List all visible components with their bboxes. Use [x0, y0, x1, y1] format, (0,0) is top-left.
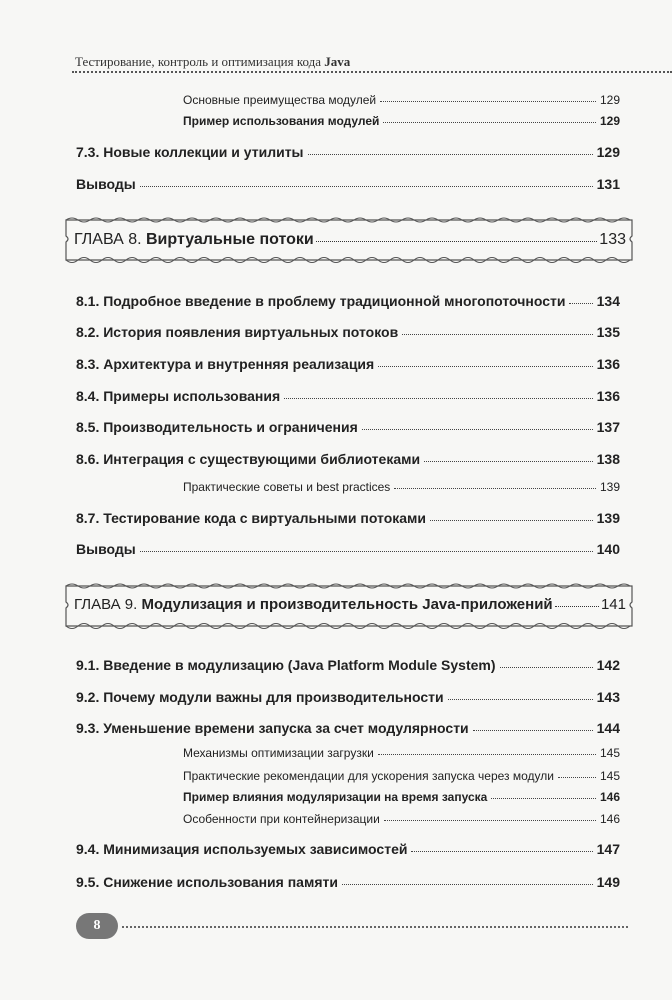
toc-entry-label: Пример влияния модуляризации на время запуска [183, 790, 488, 804]
toc-entry-label: 9.4. Минимизация используемых зависимостей [76, 841, 408, 857]
toc-entry-page: 145 [599, 769, 620, 783]
toc-entry-label: 8.2. История появления виртуальных потоков [76, 324, 399, 340]
toc-entry[interactable] [183, 768, 620, 783]
toc-entry-page: 140 [596, 541, 620, 557]
toc-entry-label: 9.5. Снижение использования памяти [76, 874, 338, 890]
header-dotted-rule [72, 71, 672, 73]
toc-entry-label: 7.3. Новые коллекции и утилиты [76, 144, 304, 160]
dot-leader [569, 292, 592, 306]
dot-leader [555, 594, 599, 609]
toc-entry[interactable] [183, 113, 620, 128]
toc-entry-label: 9.1. Введение в модулизацию (Java Platform Module System) [76, 657, 496, 673]
dot-leader [500, 656, 593, 670]
dot-leader [378, 745, 596, 757]
toc-entry-page: 144 [596, 720, 620, 736]
dot-leader [402, 323, 592, 337]
dot-leader [140, 540, 593, 554]
toc-entry-label: Особенности при контейнеризации [183, 812, 380, 826]
toc-entry[interactable] [76, 450, 620, 467]
toc-entry-page: 139 [599, 480, 620, 494]
toc-entry[interactable] [183, 92, 620, 107]
toc-entry[interactable] [76, 143, 620, 160]
toc-entry[interactable] [76, 355, 620, 372]
dot-leader [473, 719, 593, 733]
toc-entry-label: 9.3. Уменьшение времени запуска за счет модулярности [76, 720, 469, 736]
toc-entry[interactable] [76, 656, 620, 673]
dot-leader [384, 811, 596, 823]
toc-entry-label: 8.6. Интеграция с существующими библиотеками [76, 451, 421, 467]
dot-leader [378, 355, 592, 369]
toc-entry-page: 149 [596, 874, 620, 890]
toc-entry-label: Основные преимущества модулей [183, 93, 377, 107]
toc-entry[interactable] [76, 540, 620, 557]
toc-entry-label: 9.2. Почему модули важны для производительности [76, 689, 444, 705]
toc-entry-page: 142 [596, 657, 620, 673]
dot-leader [308, 143, 593, 157]
dot-leader [342, 873, 593, 887]
toc-entry[interactable] [76, 719, 620, 736]
toc-entry-page: 138 [596, 451, 620, 467]
dot-leader [380, 92, 596, 104]
chapter-prefix: ГЛАВА 8. [74, 231, 142, 248]
dot-leader [430, 509, 593, 523]
toc-entry-page: 137 [596, 419, 620, 435]
toc-entry-page: 143 [596, 689, 620, 705]
dot-leader [140, 175, 593, 189]
running-head: Тестирование, контроль и оптимизация кода Java [75, 54, 351, 69]
toc-entry[interactable] [76, 323, 620, 340]
toc-entry-page: 129 [596, 144, 620, 160]
dot-leader [491, 789, 596, 801]
toc-entry[interactable] [76, 873, 620, 890]
toc-entry[interactable] [76, 509, 620, 526]
toc-entry[interactable] [76, 840, 620, 857]
toc-entry[interactable] [183, 745, 620, 760]
toc-entry[interactable] [183, 789, 620, 804]
toc-entry-page: 129 [599, 93, 620, 107]
dot-leader [362, 418, 593, 432]
toc-entry[interactable] [76, 175, 620, 192]
dot-leader [411, 840, 592, 854]
toc-entry-label: Выводы [76, 176, 136, 192]
toc-entry-label: Практические советы и best practices [183, 480, 391, 494]
toc-entry-label: 8.3. Архитектура и внутренняя реализация [76, 356, 375, 372]
toc-entry-page: 136 [596, 388, 620, 404]
dot-leader [394, 479, 596, 491]
toc-entry-label: Пример использования модулей [183, 114, 380, 128]
toc-entry-label: 8.5. Производительность и ограничения [76, 419, 358, 435]
toc-entry-page: 147 [596, 841, 620, 857]
toc-entry-page: 136 [596, 356, 620, 372]
toc-entry[interactable] [76, 418, 620, 435]
toc-entry-label: 8.7. Тестирование кода с виртуальными потоками [76, 510, 426, 526]
chapter-title: Модулизация и производительность Java-приложений [141, 596, 553, 613]
toc-entry-page: 139 [596, 510, 620, 526]
dot-leader [558, 768, 596, 780]
toc-entry[interactable] [76, 292, 620, 309]
chapter-page: 133 [599, 231, 626, 248]
dot-leader [448, 688, 593, 702]
chapter-heading-box[interactable] [62, 216, 636, 262]
chapter-title: Виртуальные потоки [146, 231, 314, 248]
toc-entry-page: 129 [599, 114, 620, 128]
toc-entry-page: 145 [599, 746, 620, 760]
toc-entry-page: 134 [596, 293, 620, 309]
toc-entry-label: Выводы [76, 541, 136, 557]
dot-leader [383, 113, 596, 125]
dot-leader [316, 228, 598, 244]
toc-entry-page: 146 [599, 812, 620, 826]
toc-entry[interactable] [183, 479, 620, 494]
toc-entry[interactable] [76, 688, 620, 705]
chapter-heading-box[interactable] [62, 582, 636, 628]
toc-entry-page: 135 [596, 324, 620, 340]
toc-entry-label: 8.4. Примеры использования [76, 388, 281, 404]
chapter-prefix: ГЛАВА 9. [74, 596, 138, 613]
toc-entry-label: Механизмы оптимизации загрузки [183, 746, 374, 760]
footer-dotted-rule [122, 926, 628, 928]
toc-entry-page: 146 [599, 790, 620, 804]
dot-leader [284, 387, 592, 401]
toc-entry-label: Практические рекомендации для ускорения запуска через модули [183, 769, 554, 783]
chapter-page: 141 [600, 596, 626, 613]
toc-entry-page: 131 [596, 176, 620, 192]
toc-entry-label: 8.1. Подробное введение в проблему традиционной многопоточности [76, 293, 566, 309]
page-number-badge: 8 [76, 913, 118, 939]
dot-leader [424, 450, 593, 464]
toc-entry[interactable] [76, 387, 620, 404]
toc-entry[interactable] [183, 811, 620, 826]
